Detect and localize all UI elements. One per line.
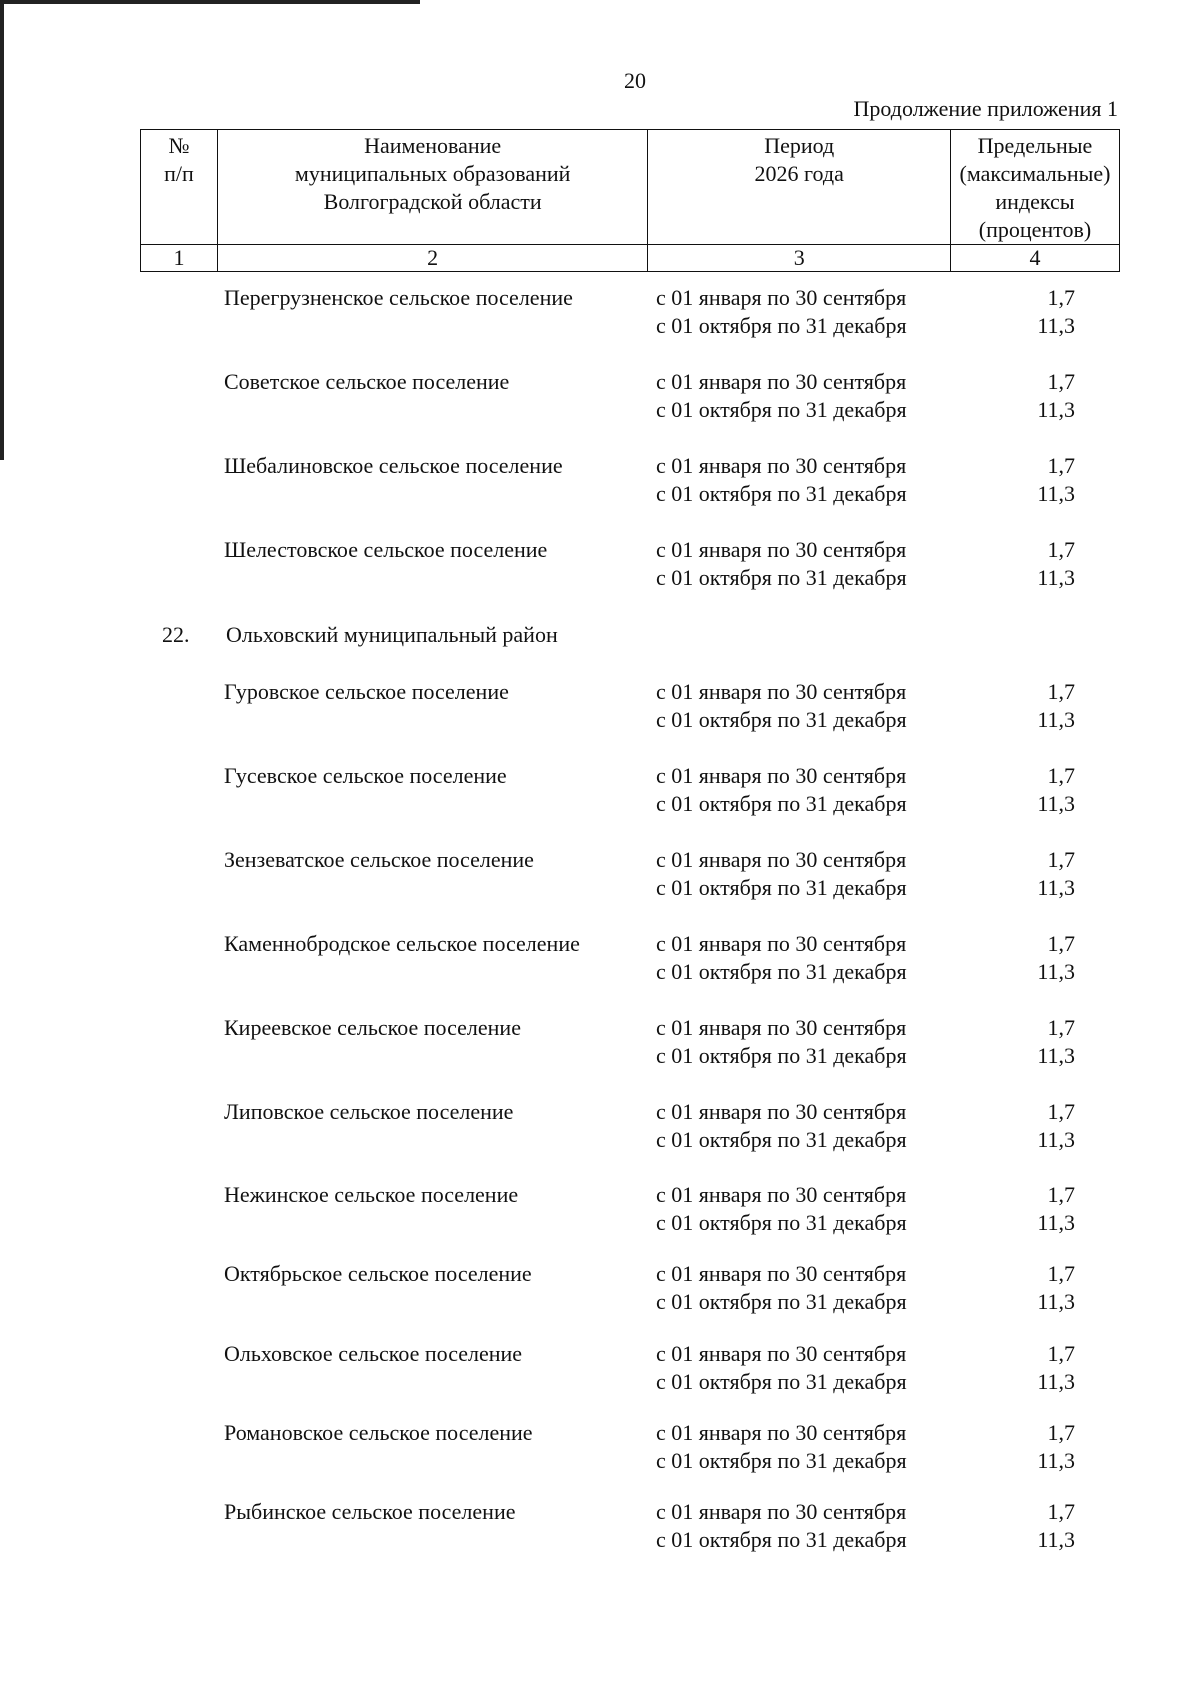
header-col2-line1: Наименование xyxy=(364,133,502,158)
period-second: с 01 октября по 31 декабря xyxy=(656,1210,907,1235)
period-second: с 01 октября по 31 декабря xyxy=(656,1369,907,1394)
index-first: 1,7 xyxy=(1047,1499,1075,1524)
period-second: с 01 октября по 31 декабря xyxy=(656,875,907,900)
index-first: 1,7 xyxy=(1047,763,1075,788)
index-first: 1,7 xyxy=(1047,1261,1075,1286)
period-second: с 01 октября по 31 декабря xyxy=(656,1289,907,1314)
index-second: 11,3 xyxy=(1037,565,1075,590)
header-col-period xyxy=(648,130,951,245)
header-number-4: 4 xyxy=(951,245,1120,272)
table-row xyxy=(0,1099,1200,1155)
settlement-name: Романовское сельское поселение xyxy=(224,1420,533,1445)
table-row xyxy=(0,931,1200,987)
index-first: 1,7 xyxy=(1047,847,1075,872)
period-second: с 01 октября по 31 декабря xyxy=(656,791,907,816)
settlement-name: Гуровское сельское поселение xyxy=(224,679,509,704)
index-second: 11,3 xyxy=(1037,1289,1075,1314)
settlement-name: Нежинское сельское поселение xyxy=(224,1182,519,1207)
header-col3-line2: 2026 года xyxy=(754,161,844,186)
period-first: с 01 января по 30 сентября xyxy=(656,679,907,704)
period-first: с 01 января по 30 сентября xyxy=(656,285,907,310)
index-second: 11,3 xyxy=(1037,707,1075,732)
settlement-name: Шелестовское сельское поселение xyxy=(224,537,548,562)
index-first: 1,7 xyxy=(1047,1420,1075,1445)
index-second: 11,3 xyxy=(1037,1210,1075,1235)
index-second: 11,3 xyxy=(1037,481,1075,506)
index-first: 1,7 xyxy=(1047,931,1075,956)
header-number-1: 1 xyxy=(141,245,218,272)
table-row xyxy=(0,679,1200,735)
table-row xyxy=(0,1015,1200,1071)
table-row xyxy=(0,1261,1200,1317)
settlement-name: Рыбинское сельское поселение xyxy=(224,1499,516,1524)
index-second: 11,3 xyxy=(1037,791,1075,816)
settlement-name: Липовское сельское поселение xyxy=(224,1099,514,1124)
period-second: с 01 октября по 31 декабря xyxy=(656,397,907,422)
settlement-name: Гусевское сельское поселение xyxy=(224,763,507,788)
settlement-name: Каменнобродское сельское поселение xyxy=(224,931,580,956)
table-row xyxy=(0,1420,1200,1476)
index-first: 1,7 xyxy=(1047,1015,1075,1040)
period-second: с 01 октября по 31 декабря xyxy=(656,707,907,732)
period-first: с 01 января по 30 сентября xyxy=(656,369,907,394)
header-col4-line1: Предельные xyxy=(977,133,1093,158)
period-first: с 01 января по 30 сентября xyxy=(656,1341,907,1366)
period-second: с 01 октября по 31 декабря xyxy=(656,959,907,984)
header-col-index xyxy=(951,130,1120,245)
period-first: с 01 января по 30 сентября xyxy=(656,1420,907,1445)
index-second: 11,3 xyxy=(1037,313,1075,338)
header-numbers-row xyxy=(141,245,1120,272)
period-first: с 01 января по 30 сентября xyxy=(656,1182,907,1207)
table-row xyxy=(0,847,1200,903)
settlement-name: Советское сельское поселение xyxy=(224,369,510,394)
district-name: Ольховский муниципальный район xyxy=(226,622,558,647)
period-first: с 01 января по 30 сентября xyxy=(656,1099,907,1124)
header-col2-line2: муниципальных образований xyxy=(294,161,571,186)
period-first: с 01 января по 30 сентября xyxy=(656,453,907,478)
index-first: 1,7 xyxy=(1047,453,1075,478)
index-second: 11,3 xyxy=(1037,959,1075,984)
table-row xyxy=(0,453,1200,509)
table-row xyxy=(0,1182,1200,1238)
header-col2-line3: Волгоградской области xyxy=(323,189,542,214)
index-first: 1,7 xyxy=(1047,1182,1075,1207)
scan-edge-top xyxy=(0,0,420,4)
index-first: 1,7 xyxy=(1047,1099,1075,1124)
period-second: с 01 октября по 31 декабря xyxy=(656,565,907,590)
settlement-name: Зензеватское сельское поселение xyxy=(224,847,534,872)
index-second: 11,3 xyxy=(1037,1369,1075,1394)
index-first: 1,7 xyxy=(1047,1341,1075,1366)
period-first: с 01 января по 30 сентября xyxy=(656,931,907,956)
index-second: 11,3 xyxy=(1037,1527,1075,1552)
settlement-name: Ольховское сельское поселение xyxy=(224,1341,523,1366)
header-col1-line2: п/п xyxy=(164,161,194,186)
settlement-name: Шебалиновское сельское поселение xyxy=(224,453,563,478)
period-second: с 01 октября по 31 декабря xyxy=(656,481,907,506)
index-second: 11,3 xyxy=(1037,1127,1075,1152)
settlement-name: Октябрьское сельское поселение xyxy=(224,1261,532,1286)
period-first: с 01 января по 30 сентября xyxy=(656,537,907,562)
period-first: с 01 января по 30 сентября xyxy=(656,847,907,872)
header-col3-line1: Период xyxy=(764,133,835,158)
table-row xyxy=(0,1499,1200,1555)
header-number-3: 3 xyxy=(648,245,951,272)
period-second: с 01 октября по 31 декабря xyxy=(656,1127,907,1152)
index-first: 1,7 xyxy=(1047,369,1075,394)
index-second: 11,3 xyxy=(1037,875,1075,900)
index-second: 11,3 xyxy=(1037,1448,1075,1473)
table-row xyxy=(0,763,1200,819)
continuation-note: Продолжение приложения 1 xyxy=(853,96,1118,121)
period-second: с 01 октября по 31 декабря xyxy=(656,1043,907,1068)
period-second: с 01 октября по 31 декабря xyxy=(656,313,907,338)
header-col-name xyxy=(217,130,648,245)
header-col-number xyxy=(141,130,218,245)
district-number: 22. xyxy=(162,622,190,647)
period-first: с 01 января по 30 сентября xyxy=(656,763,907,788)
header-col4-line4: (процентов) xyxy=(978,217,1092,242)
settlement-name: Киреевское сельское поселение xyxy=(224,1015,521,1040)
settlement-name: Перегрузненское сельское поселение xyxy=(224,285,573,310)
period-first: с 01 января по 30 сентября xyxy=(656,1261,907,1286)
period-second: с 01 октября по 31 декабря xyxy=(656,1448,907,1473)
table-row xyxy=(0,1341,1200,1397)
table-header xyxy=(140,129,1120,272)
page-number: 20 xyxy=(624,68,646,93)
header-col4-line3: индексы xyxy=(995,189,1075,214)
header-titles-row xyxy=(141,130,1120,245)
table-row xyxy=(0,285,1200,341)
index-first: 1,7 xyxy=(1047,285,1075,310)
header-number-2: 2 xyxy=(217,245,648,272)
period-first: с 01 января по 30 сентября xyxy=(656,1499,907,1524)
period-second: с 01 октября по 31 декабря xyxy=(656,1527,907,1552)
index-first: 1,7 xyxy=(1047,679,1075,704)
header-col1-line1: № xyxy=(168,133,190,158)
index-second: 11,3 xyxy=(1037,397,1075,422)
index-second: 11,3 xyxy=(1037,1043,1075,1068)
table-row xyxy=(0,537,1200,593)
index-first: 1,7 xyxy=(1047,537,1075,562)
table-row xyxy=(0,369,1200,425)
period-first: с 01 января по 30 сентября xyxy=(656,1015,907,1040)
header-col4-line2: (максимальные) xyxy=(959,161,1111,186)
